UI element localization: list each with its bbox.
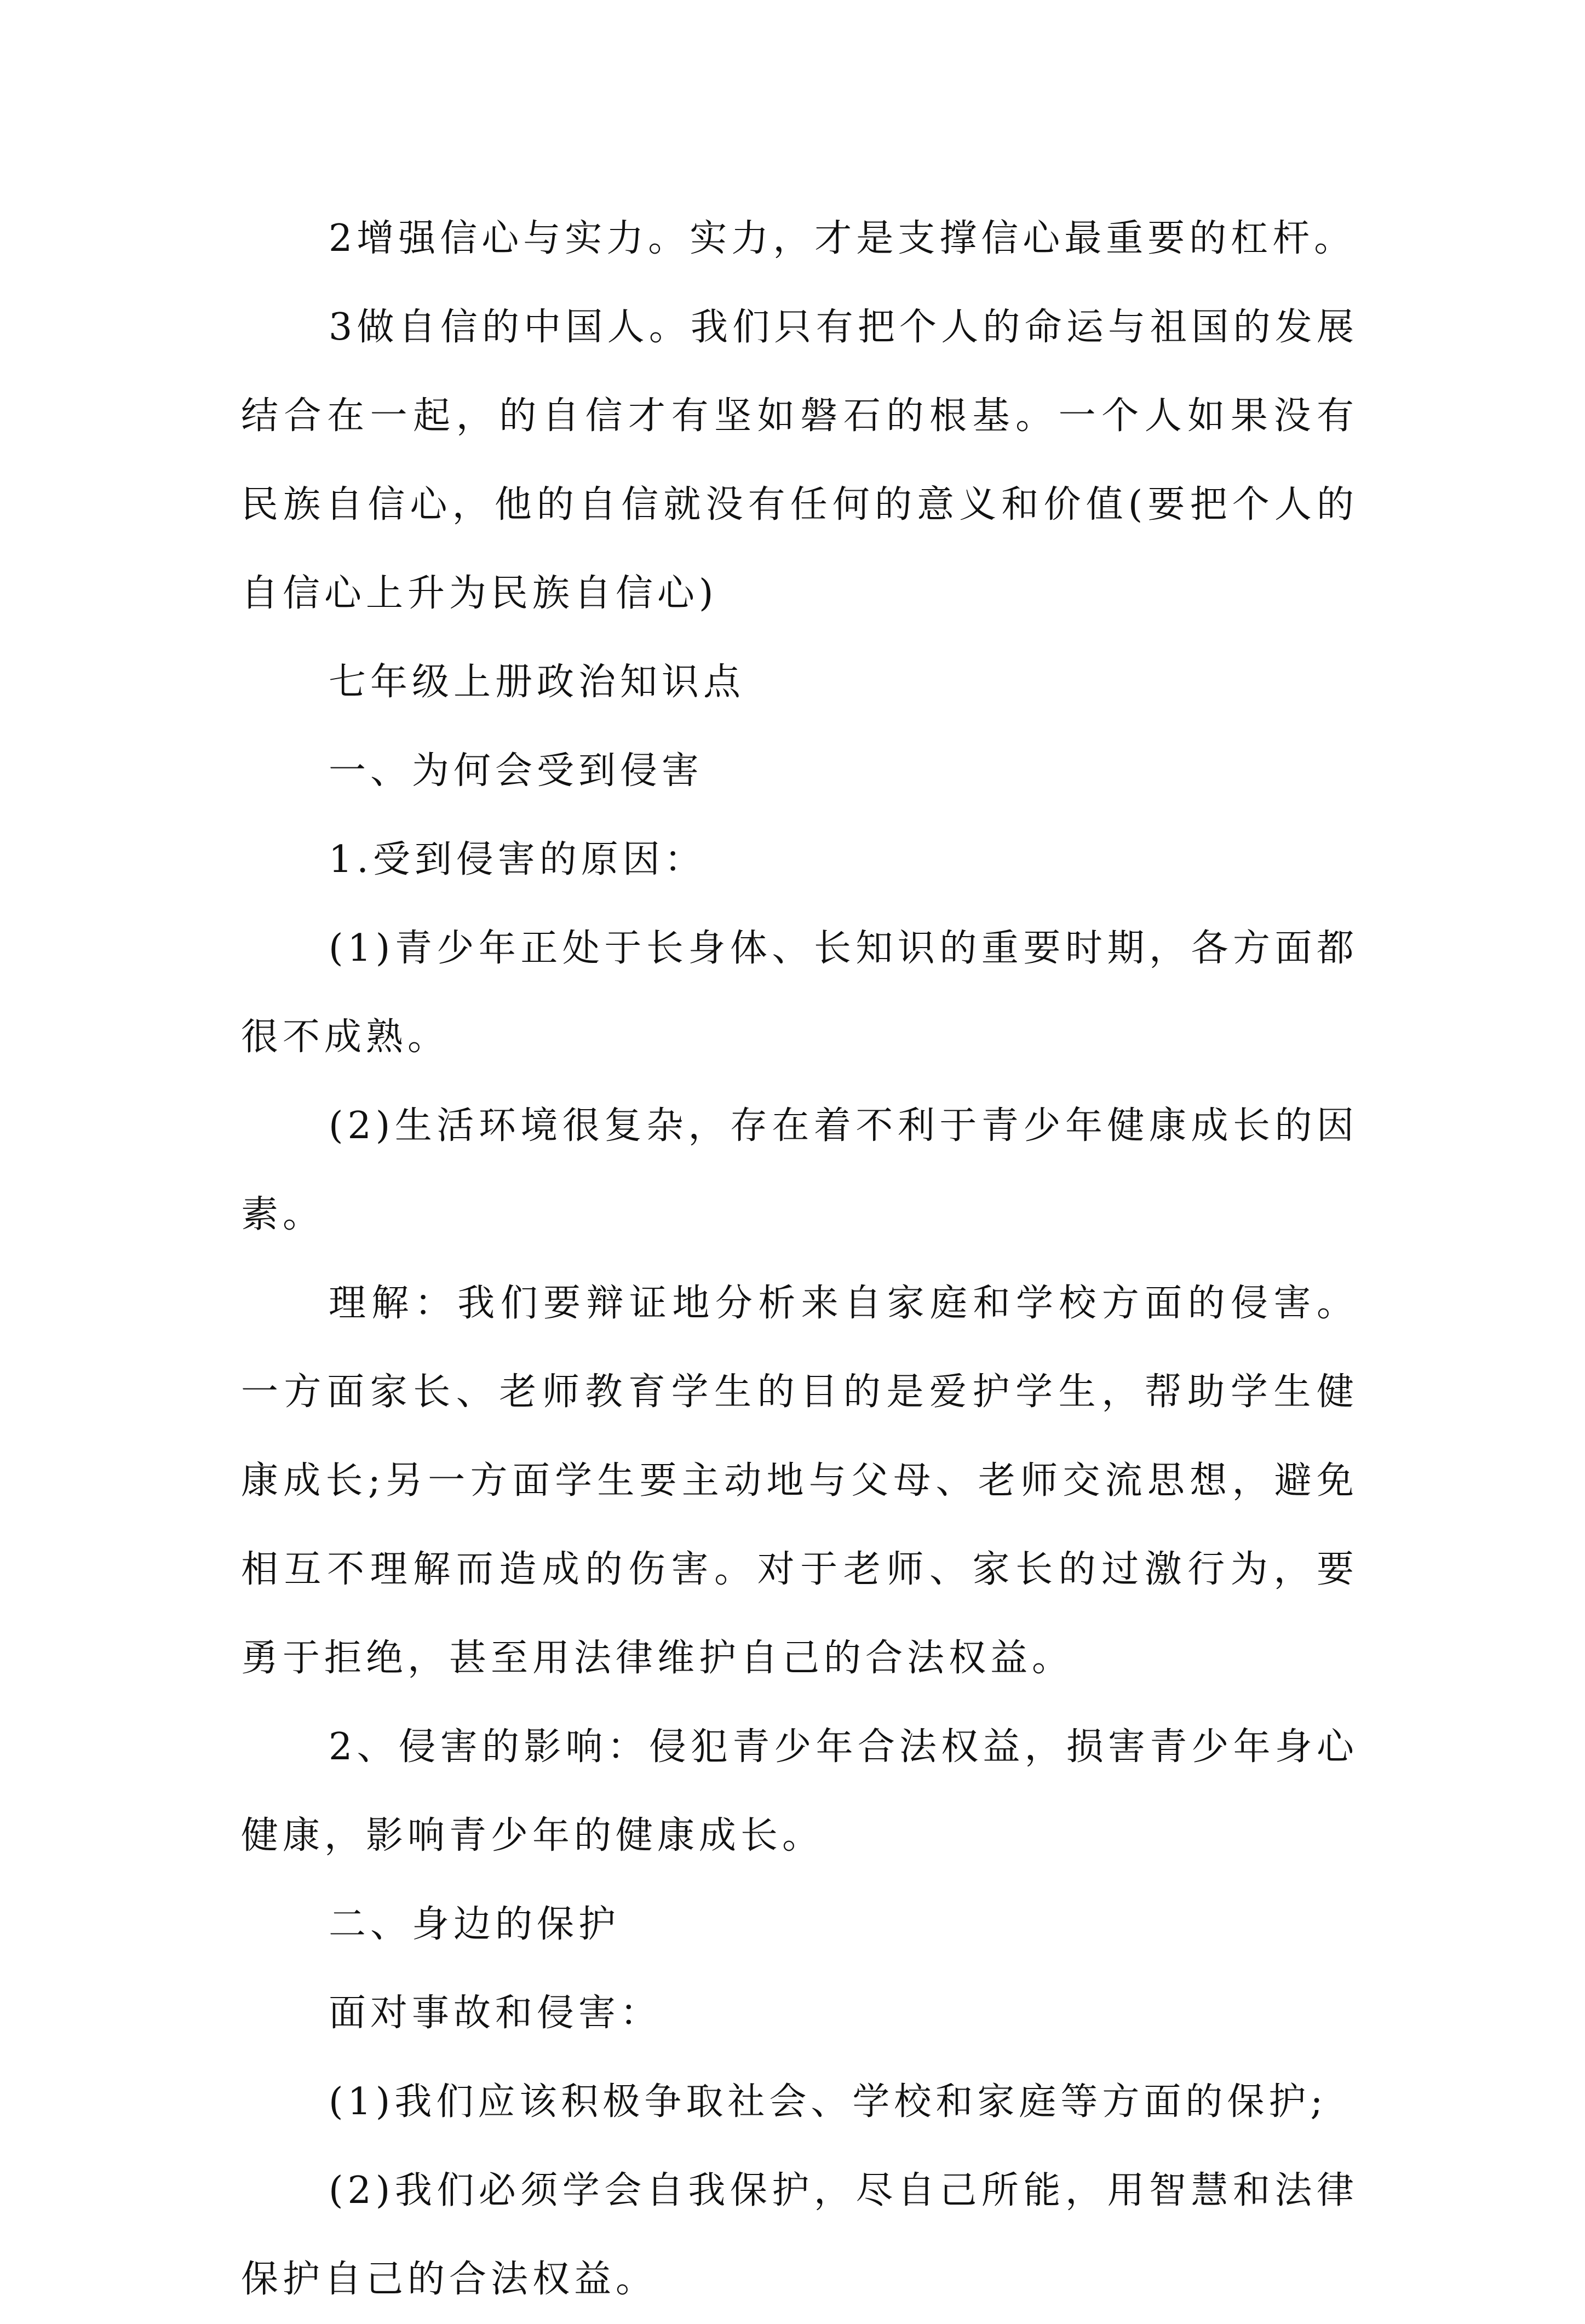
protection-item-2: (2)我们必须学会自我保护，尽自己所能，用智慧和法律保护自己的合法权益。 bbox=[241, 2169, 1358, 2301]
protection-item-1: (1)我们应该积极争取社会、学校和家庭等方面的保护; bbox=[329, 2080, 1328, 2124]
paragraph-understanding: 理解：我们要辩证地分析来自家庭和学校方面的侵害。一方面家长、老师教育学生的目的是爱护学生，帮助学生健康成长;另一方面学生要主动地与父母、老师交流思想，避免相互不理解而造成的伤害。对于老师、家长的过激行为，要勇于拒绝，甚至用法律维护自己的合法权益。 bbox=[241, 1282, 1358, 1680]
cause-item-1: (1)青少年正处于长身体、长知识的重要时期，各方面都很不成熟。 bbox=[241, 927, 1358, 1059]
cause-item-2: (2)生活环境很复杂，存在着不利于青少年健康成长的因素。 bbox=[241, 1104, 1358, 1236]
document-body bbox=[241, 194, 1358, 2324]
heading-protection-around: 二、身边的保护 bbox=[329, 1903, 621, 1946]
paragraph-confidence-strength: 2增强信心与实力。实力，才是支撑信心最重要的杠杆。 bbox=[329, 217, 1356, 260]
subheading-causes: 1.受到侵害的原因： bbox=[329, 838, 706, 881]
subheading-facing-accidents: 面对事故和侵害： bbox=[329, 1992, 662, 2035]
section-title-grade7-politics: 七年级上册政治知识点 bbox=[329, 661, 745, 704]
paragraph-impact: 2、侵害的影响：侵犯青少年合法权益，损害青少年身心健康，影响青少年的健康成长。 bbox=[241, 1725, 1358, 1857]
paragraph-confident-chinese: 3做自信的中国人。我们只有把个人的命运与祖国的发展结合在一起，的自信才有坚如磐石的根基。一个人如果没有民族自信心，他的自信就没有任何的意义和价值(要把个人的自信心上升为民族自信心) bbox=[241, 306, 1359, 615]
heading-why-infringed: 一、为何会受到侵害 bbox=[329, 749, 704, 793]
